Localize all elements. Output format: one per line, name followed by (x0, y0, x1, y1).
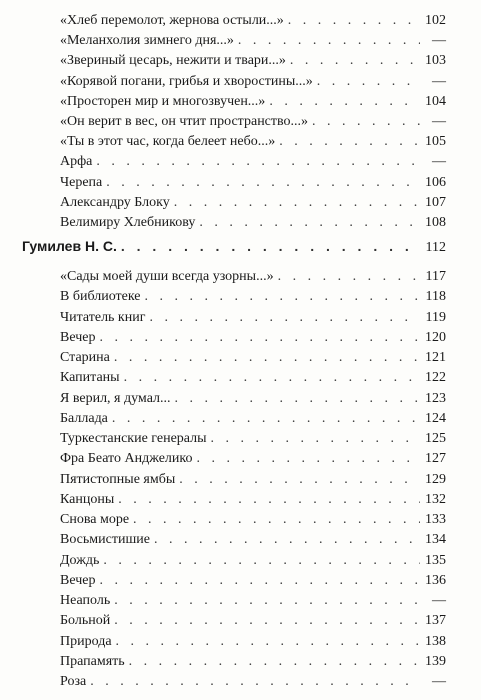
leader-dots (99, 329, 420, 347)
toc-entry (60, 268, 446, 286)
leader-dots (312, 113, 420, 131)
leader-dots (290, 52, 420, 70)
toc-entry (60, 491, 446, 509)
entry-title: «Он верит в вес, он чтит пространство...» (60, 114, 309, 129)
leader-dots (129, 653, 420, 671)
leader-dots (112, 410, 420, 428)
toc-entry (60, 633, 446, 651)
leader-dots (199, 214, 420, 232)
leader-dots (99, 572, 420, 590)
leader-dots (269, 93, 420, 111)
entry-title: Вечер (60, 329, 96, 345)
entry-page-number: 123 (425, 390, 446, 406)
toc-entry (60, 349, 446, 367)
leader-dots (90, 673, 420, 691)
entry-page-number: 127 (425, 451, 446, 467)
leader-dots (238, 32, 420, 50)
entry-title: Фра Беато Анджелико (60, 451, 193, 467)
leader-dots (114, 349, 420, 367)
entry-page-number: 132 (425, 491, 446, 507)
entry-page-number: 134 (425, 532, 446, 548)
leader-dots (124, 369, 420, 387)
entry-page-number: 129 (425, 471, 446, 487)
toc-entry (60, 52, 446, 70)
leader-dots (175, 390, 420, 408)
leader-dots (278, 268, 420, 286)
entry-title: Роза (60, 674, 87, 689)
toc-entry (60, 390, 446, 408)
entry-title: «Звериный цесарь, нежити и твари...» (60, 53, 286, 69)
entry-page-number: — (432, 154, 446, 170)
toc-entry (60, 73, 446, 91)
leader-dots (103, 552, 420, 570)
entry-title: Арфа (60, 154, 93, 170)
toc-entry (60, 93, 446, 111)
toc-entry (60, 450, 446, 468)
leader-dots (96, 153, 420, 171)
entry-page-number: 107 (425, 194, 446, 210)
entry-page-number: 120 (425, 329, 446, 345)
toc-author-entry (22, 237, 446, 257)
entry-title: В библиотеке (60, 289, 141, 305)
entry-page-number: — (432, 114, 446, 129)
entry-page-number: 108 (425, 215, 446, 230)
entry-page-number: 125 (425, 431, 446, 446)
leader-dots (174, 194, 420, 212)
entry-page-number: 104 (425, 93, 446, 109)
toc-entry (60, 552, 446, 570)
toc-entry (60, 572, 446, 590)
leader-dots (114, 612, 420, 630)
toc-entry (60, 32, 446, 50)
entry-title: Канцоны (60, 491, 115, 507)
author-name: Гумилев Н. С. (22, 238, 117, 254)
toc-entry (60, 153, 446, 171)
leader-dots (211, 430, 420, 448)
leader-dots (145, 288, 420, 306)
entry-page-number: 106 (425, 174, 446, 190)
entry-title: «Просторен мир и многозвучен...» (60, 93, 266, 109)
leader-dots (179, 471, 420, 489)
entry-page-number: 122 (425, 370, 446, 386)
entry-title: Старина (60, 350, 110, 365)
entry-page-number: 133 (425, 512, 446, 527)
entry-page-number: 135 (425, 552, 446, 568)
entry-title: Туркестанские генералы (60, 431, 207, 446)
toc-entry (60, 214, 446, 232)
toc-entry (60, 531, 446, 549)
entry-page-number: 119 (425, 309, 446, 325)
entry-title: Восьмистишие (60, 532, 150, 548)
entry-title: Вечер (60, 572, 96, 588)
toc-entry (60, 430, 446, 448)
leader-dots (133, 511, 420, 529)
entry-title: Прапамять (60, 653, 125, 669)
entry-page-number: — (432, 33, 446, 49)
entry-title: «Ты в этот час, когда белеет небо...» (60, 134, 276, 150)
toc-entry (60, 612, 446, 630)
entry-title: Снова море (60, 512, 130, 527)
leader-dots (121, 237, 420, 255)
entry-title: Неаполь (60, 593, 111, 608)
entry-title: Я верил, я думал... (60, 390, 171, 406)
entry-title: Капитаны (60, 370, 120, 386)
leader-dots (118, 491, 420, 509)
entry-title: Дождь (60, 552, 100, 568)
entry-title: Пятистопные ямбы (60, 471, 176, 487)
entry-page-number: — (432, 674, 446, 689)
entry-page-number: 138 (425, 633, 446, 649)
toc-entry (60, 673, 446, 691)
entry-title: Баллада (60, 410, 108, 426)
entry-page-number: 117 (425, 269, 446, 284)
entry-title: Больной (60, 613, 111, 629)
toc-entry (60, 329, 446, 347)
entry-page-number: 103 (425, 53, 446, 69)
entry-page-number: 139 (425, 653, 446, 669)
entry-page-number: 105 (425, 134, 446, 150)
toc-entry (60, 369, 446, 387)
leader-dots (114, 592, 420, 610)
toc-entry (60, 511, 446, 529)
leader-dots (279, 133, 420, 151)
toc-entry (60, 309, 446, 327)
leader-dots (154, 531, 420, 549)
entry-title: «Меланхолия зимнего дня...» (60, 33, 234, 49)
toc-entry (60, 288, 446, 306)
entry-page-number: 118 (425, 289, 446, 305)
leader-dots (116, 633, 420, 651)
entry-title: «Хлеб перемолот, жернова остыли...» (60, 13, 284, 28)
entry-page-number: 124 (425, 410, 446, 426)
entry-title: Александру Блоку (60, 194, 170, 210)
entry-title: «Корявой погани, грибья и хворостины...» (60, 73, 313, 89)
leader-dots (106, 174, 420, 192)
toc-entry (60, 194, 446, 212)
entry-title: Природа (60, 633, 112, 649)
entry-page-number: 121 (425, 350, 446, 365)
entry-page-number: — (432, 73, 446, 89)
toc-entry (60, 471, 446, 489)
entry-title: «Сады моей души всегда узорны...» (60, 269, 274, 284)
entry-title: Велимиру Хлебникову (60, 215, 196, 230)
toc-entry (60, 113, 446, 131)
toc-entry (60, 133, 446, 151)
entry-page-number: 102 (425, 13, 446, 28)
leader-dots (149, 309, 420, 327)
toc-entry (60, 410, 446, 428)
author-page-number: 112 (425, 240, 446, 255)
entry-page-number: — (432, 593, 446, 608)
leader-dots (288, 12, 420, 30)
toc-entry (60, 592, 446, 610)
entry-title: Читатель книг (60, 309, 146, 325)
toc-entry (60, 12, 446, 30)
leader-dots (196, 450, 420, 468)
entry-page-number: 136 (425, 572, 446, 588)
toc-entry (60, 174, 446, 192)
entry-page-number: 137 (425, 613, 446, 629)
entry-title: Черепа (60, 174, 103, 190)
toc-entry (60, 653, 446, 671)
leader-dots (317, 73, 420, 91)
